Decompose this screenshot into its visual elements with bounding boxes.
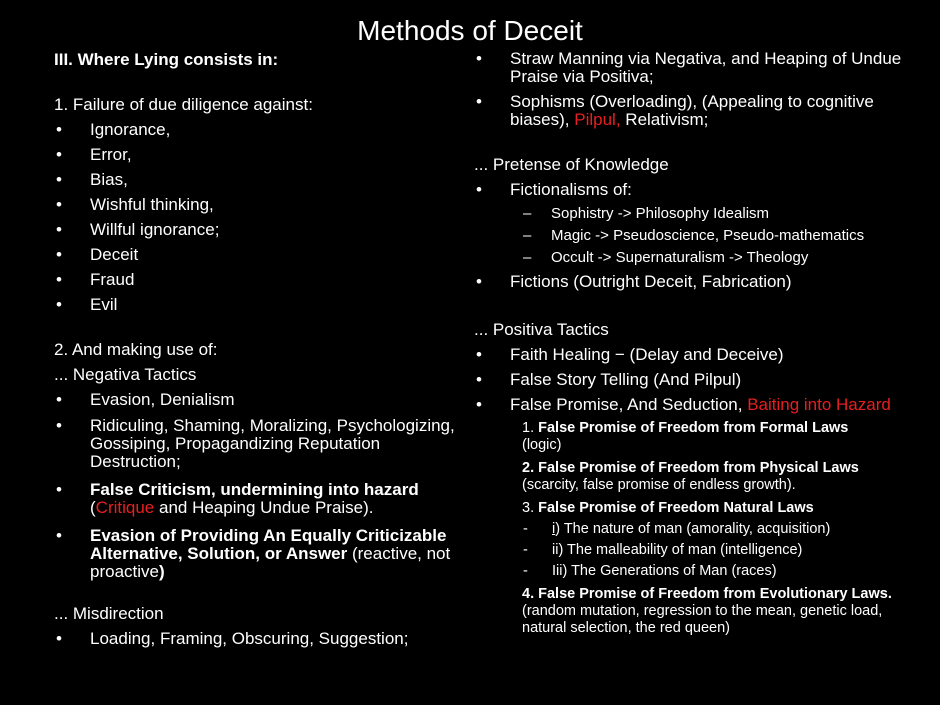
p3-num: 3. <box>522 500 539 516</box>
promise-1 <box>474 420 914 454</box>
p3-bold: False Promise of Freedom Natural Laws <box>538 500 814 516</box>
sub-item: – Occult -> Supernaturalism -> Theology <box>474 249 914 267</box>
sub-item: - Iii) The Generations of Man (races) <box>474 563 914 580</box>
promise-4 <box>474 586 914 637</box>
list-item-promise <box>474 395 914 415</box>
p1-rest: (logic) <box>522 437 562 453</box>
list-item: • Fraud <box>54 270 474 290</box>
list-item: • Evasion, Denialism <box>54 390 474 410</box>
positiva-heading: ... Positiva Tactics <box>474 320 609 339</box>
sub-item: – Sophistry -> Philosophy Idealism <box>474 205 914 223</box>
negativa-heading: ... Negativa Tactics <box>54 365 197 384</box>
list-item: • Fictions (Outright Deceit, Fabrication) <box>474 272 914 292</box>
right-column <box>474 50 914 640</box>
promise-start: False Promise, And Seduction, <box>510 395 748 414</box>
section-heading: III. Where Lying consists in: <box>54 50 279 69</box>
p2-bold: 2. False Promise of Freedom from Physical Laws <box>522 460 859 476</box>
criticism-bold: False Criticism, undermining into hazard <box>90 480 419 499</box>
sophisms-start: Sophisms (Overloading), (Appealing to cognitive biases), <box>510 92 874 129</box>
list-item-straw: • Straw Manning via Negativa, and Heaping of Undue Praise via Positiva; <box>474 50 914 86</box>
alternative-normal: (reactive, not proactive <box>90 544 451 581</box>
p1-bold: False Promise of Freedom from Formal Laws <box>538 420 849 436</box>
p3-sub1-i: i <box>552 521 556 537</box>
list-item-alternative <box>54 527 474 581</box>
alternative-bold: Evasion of Providing An Equally Criticizable Alternative, Solution, or Answer <box>90 526 447 563</box>
p1-num: 1. <box>522 420 539 436</box>
pilpul-red: Pilpul, <box>574 110 621 129</box>
list-item: • Loading, Framing, Obscuring, Suggestion; <box>54 629 474 649</box>
left-column <box>54 50 474 654</box>
sub-item: – Magic -> Pseudoscience, Pseudo-mathematics <box>474 227 914 245</box>
baiting-red: Baiting into Hazard <box>747 395 891 414</box>
list-item: • Evil <box>54 295 474 315</box>
promise-2 <box>474 460 914 494</box>
list-item: • False Story Telling (And Pilpul) <box>474 370 914 390</box>
list-item-criticism <box>54 481 474 517</box>
alternative-close: ) <box>158 562 165 581</box>
list-item: • Faith Healing − (Delay and Deceive) <box>474 345 914 365</box>
slide-title: Methods of Deceit <box>357 15 583 46</box>
list-item: • Deceit <box>54 245 474 265</box>
sophisms-end: Relativism; <box>620 110 709 129</box>
p4-bold: 4. False Promise of Freedom from Evolutionary Laws. <box>522 586 892 602</box>
critique-red: Critique <box>95 498 155 517</box>
list-item: • Error, <box>54 145 474 165</box>
list-item-sophisms <box>474 93 914 129</box>
list-item: • Ignorance, <box>54 120 474 140</box>
list-item: • Bias, <box>54 170 474 190</box>
section-2-heading: 2. And making use of: <box>54 340 218 359</box>
p3-sub1-rest: ) The nature of man (amorality, acquisition) <box>555 521 831 537</box>
list-item: • Fictionalisms of: <box>474 180 914 200</box>
p4-rest: (random mutation, regression to the mean, genetic load, natural selection, the red queen) <box>522 603 883 636</box>
section-1-heading: 1. Failure of due diligence against: <box>54 95 313 114</box>
criticism-open: ( <box>90 498 96 517</box>
promise-3 <box>474 500 914 517</box>
p2-rest: (scarcity, false promise of endless growth). <box>522 477 796 493</box>
sub-item <box>474 521 914 538</box>
sub-item: - ii) The malleability of man (intelligence) <box>474 542 914 559</box>
misdirection-heading: ... Misdirection <box>54 604 164 623</box>
list-item: • Wishful thinking, <box>54 195 474 215</box>
list-item: • Ridiculing, Shaming, Moralizing, Psychologizing, Gossiping, Propagandizing Reputation Destruction; <box>54 417 474 471</box>
criticism-rest: and Heaping Undue Praise). <box>154 498 374 517</box>
list-item: • Willful ignorance; <box>54 220 474 240</box>
pretense-heading: ... Pretense of Knowledge <box>474 155 669 174</box>
